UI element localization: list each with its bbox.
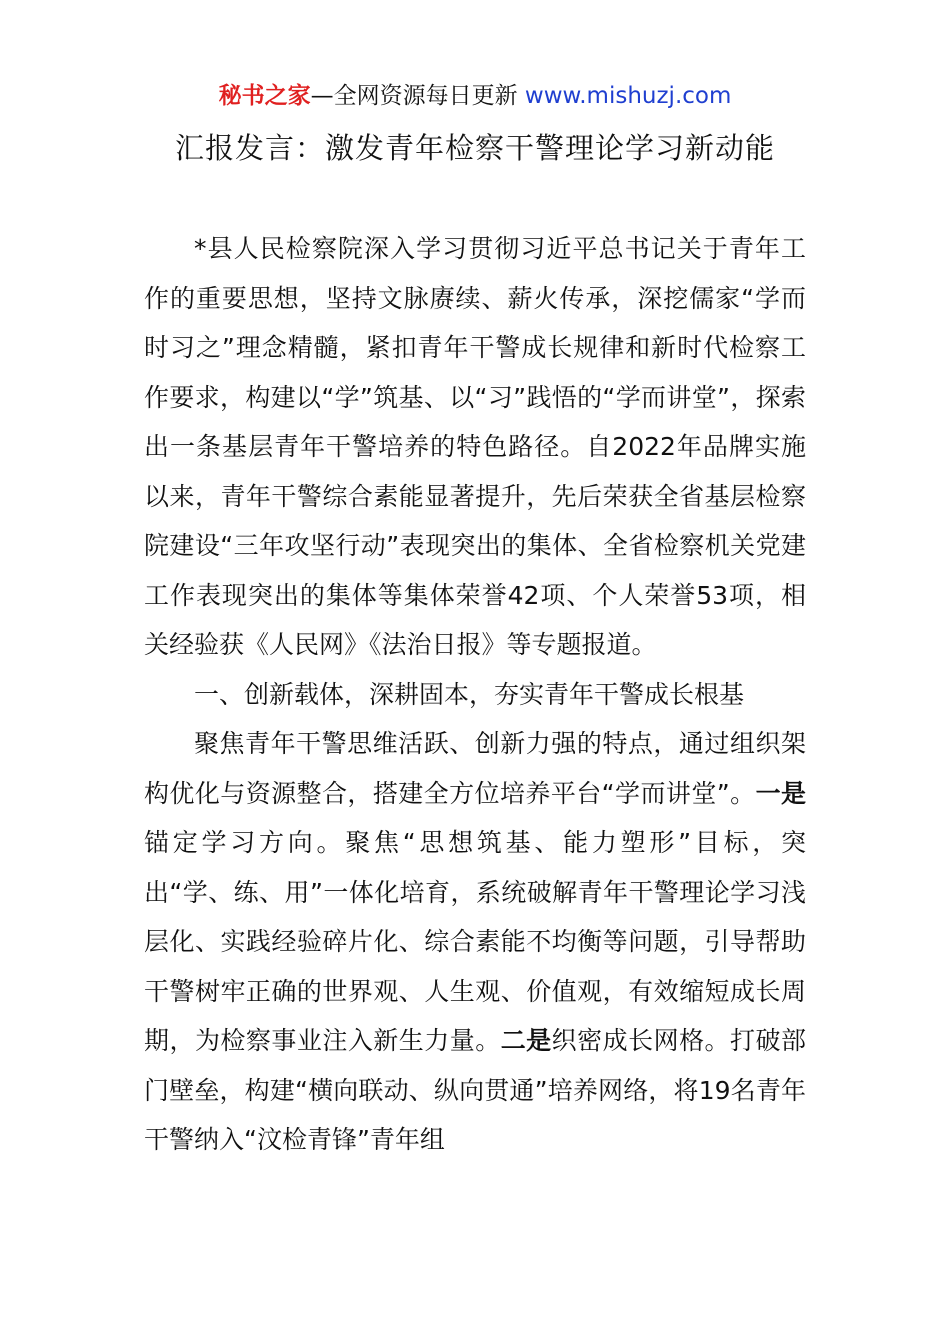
paragraph-text: 锚定学习方向。聚焦“思想筑基、能力塑形”目标，突出“学、练、用”一体化培育，系统破解青年干警理论学习浅层化、实践经验碎片化、综合素能不均衡等问题，引导帮助干警树牢正确的世界观、人生观、价值观，有效缩短成长周期，为检察事业注入新生力量。 [144, 828, 806, 1055]
intro-paragraph: *县人民检察院深入学习贯彻习近平总书记关于青年工作的重要思想，坚持文脉赓续、薪火传承，深挖儒家“学而时习之”理念精髓，紧扣青年干警成长规律和新时代检察工作要求，构建以“学”筑基、以“习”践悟的“学而讲堂”，探索出一条基层青年干警培养的特色路径。自2022年品牌实施以来，青年干警综合素能显著提升，先后荣获全省基层检察院建设“三年攻坚行动”表现突出的集体、全省检察机关党建工作表现突出的集体等集体荣誉42项、个人荣誉53项，相关经验获《人民网》《法治日报》等专题报道。 [144, 234, 806, 659]
bold-marker: 一是 [755, 778, 806, 808]
site-brand: 秘书之家 [218, 83, 311, 109]
paragraph-text: 织密成长网格。打破部门壁垒，构建“横向联动、纵向贯通”培养网络，将19名青年干警纳入“汶检青锋”青年组 [144, 1026, 806, 1154]
site-url-link[interactable]: www.mishuzj.com [524, 83, 732, 109]
bold-marker: 二是 [500, 1026, 552, 1055]
document-title: 汇报发言：激发青年检察干警理论学习新动能 [174, 131, 775, 165]
site-header [0, 80, 950, 112]
paragraph-text: 聚焦青年干警思维活跃、创新力强的特点，通过组织架构优化与资源整合，搭建全方位培养平台“学而讲堂”。 [144, 729, 806, 808]
body-paragraph [144, 719, 806, 1165]
document-body [144, 224, 806, 1165]
site-tagline: —全网资源每日更新 [310, 83, 525, 109]
section-heading: 一、创新载体，深耕固本，夯实青年干警成长根基 [194, 679, 745, 709]
